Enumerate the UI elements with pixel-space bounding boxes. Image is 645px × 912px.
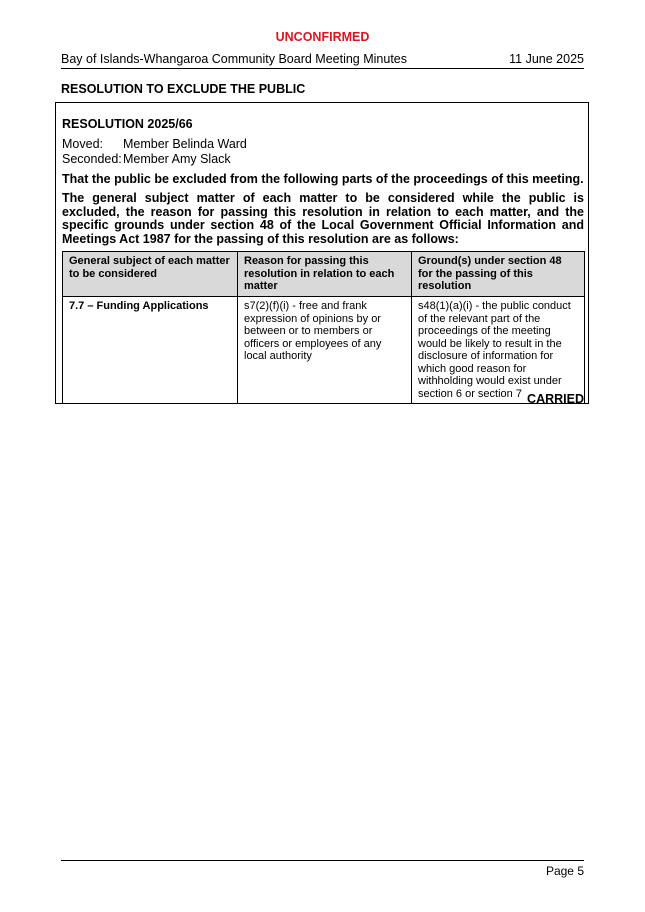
table-header-row xyxy=(63,252,585,297)
table-cell: s48(1)(a)(i) - the public conduct of the relevant part of the proceedings of the meeting would be likely to result in the disclosure of information for which good reason for withholding would exist under section 6 or section 7 xyxy=(412,297,585,404)
unconfirmed-stamp: UNCONFIRMED xyxy=(275,30,370,44)
outcome-carried: CARRIED xyxy=(527,392,584,406)
grounds-table xyxy=(62,251,585,404)
table-cell: 7.7 – Funding Applications xyxy=(63,297,238,404)
table-cell: s7(2)(f)(i) - free and frank expression of opinions by or between or to members or officers or employees of any local authority xyxy=(238,297,412,404)
page-header xyxy=(61,52,584,69)
mover-block xyxy=(62,137,247,167)
moved-value: Member Belinda Ward xyxy=(123,137,247,151)
resolution-paragraph-1: That the public be excluded from the following parts of the proceedings of this meeting. xyxy=(62,172,584,186)
seconded-value: Member Amy Slack xyxy=(123,152,231,166)
moved-line xyxy=(62,137,247,152)
resolution-box xyxy=(55,102,589,404)
header-title: Bay of Islands-Whangaroa Community Board Meeting Minutes xyxy=(61,52,407,66)
seconded-line xyxy=(62,152,247,167)
header-date: 11 June 2025 xyxy=(509,52,584,66)
resolution-number: RESOLUTION 2025/66 xyxy=(62,117,193,131)
table-header-cell: General subject of each matter to be considered xyxy=(63,252,238,297)
moved-label: Moved: xyxy=(62,137,103,151)
resolution-paragraph-2: The general subject matter of each matter to be considered while the public is excluded, the reason for passing this resolution in relation to each matter, and the specific grounds under section 48 of the Local Government Official Information and Meetings Act 1987 for the passing of this resolution are as follows: xyxy=(62,191,584,246)
page-number: Page 5 xyxy=(545,864,584,878)
table-row xyxy=(63,297,585,404)
footer-divider xyxy=(61,860,584,861)
section-title: RESOLUTION TO EXCLUDE THE PUBLIC xyxy=(61,82,306,96)
table-header-cell: Ground(s) under section 48 for the passing of this resolution xyxy=(412,252,585,297)
seconded-label: Seconded: xyxy=(62,152,122,166)
table-header-cell: Reason for passing this resolution in relation to each matter xyxy=(238,252,412,297)
